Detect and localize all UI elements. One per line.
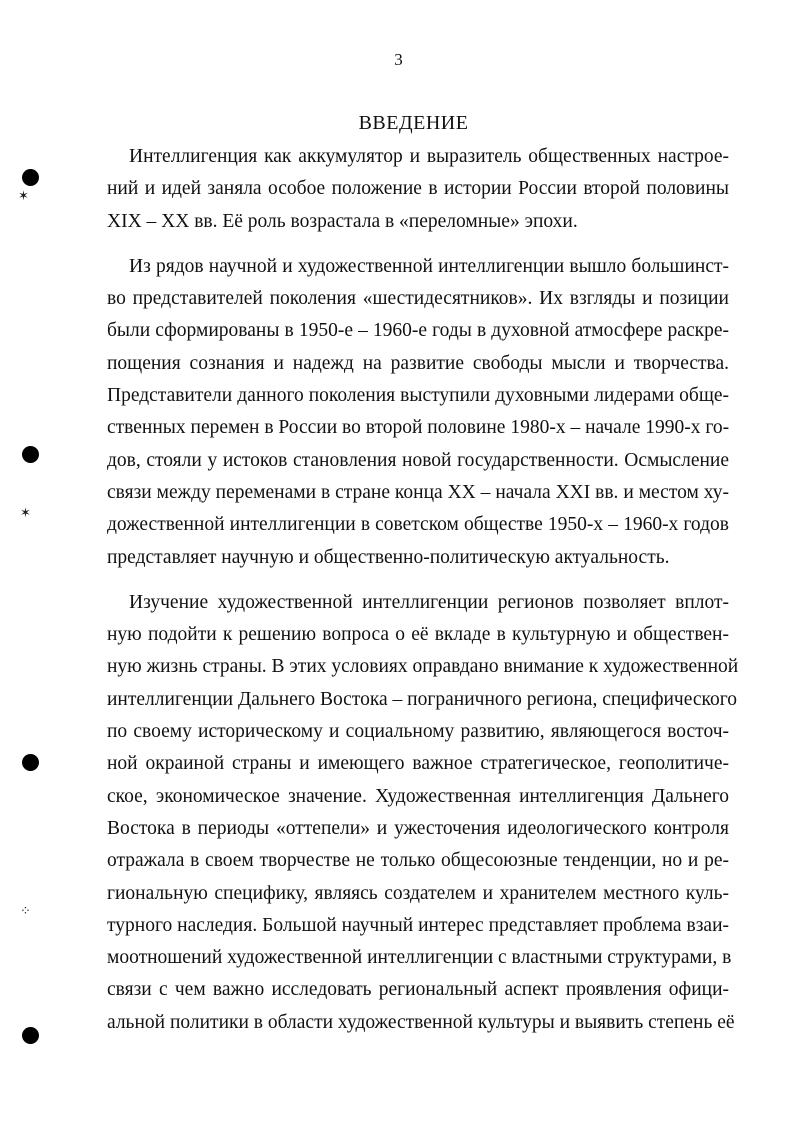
text-line: связи между переменами в стране конца XX – начала XXI вв. и местом ху- xyxy=(107,481,729,503)
binder-hole xyxy=(22,754,39,771)
text-line: моотношений художественной интеллигенции с властными структурами, в xyxy=(107,947,732,969)
text-line: Интеллигенция как аккумулятор и выразитель общественных настрое- xyxy=(129,146,729,167)
binder-hole xyxy=(22,169,39,186)
text-line: были сформированы в 1950-е – 1960-е годы в духовной атмосфере раскре- xyxy=(107,320,729,342)
text-line: по своему историческому и социальному развитию, являющегося восточ- xyxy=(107,721,729,743)
text-line: связи с чем важно исследовать региональный аспект проявления офици- xyxy=(107,979,729,1001)
text-line: интеллигенции Дальнего Востока – пограничного региона, специфического xyxy=(107,688,737,710)
text-line: во представителей поколения «шестидесятников». Их взгляды и позиции xyxy=(107,288,729,310)
paragraph xyxy=(107,141,729,238)
text-line: Изучение художественной интеллигенции регионов позволяет вплот- xyxy=(129,591,729,613)
scan-speck: ✶ xyxy=(18,188,29,203)
scan-speck: ✶ xyxy=(20,505,31,520)
binder-hole xyxy=(22,1027,39,1044)
text-line: гиональную специфику, являясь создателем и хранителем местного куль- xyxy=(107,882,729,904)
text-line: альной политики в области художественной культуры и выявить степень её xyxy=(107,1011,735,1033)
text-line: ную подойти к решению вопроса о её вкладе в культурную и обществен- xyxy=(107,624,729,646)
text-line: ний и идей заняла особое положение в истории России второй половины xyxy=(107,178,729,200)
paragraph-gap xyxy=(107,574,729,587)
text-line: Востока в периоды «оттепели» и ужесточения идеологического контроля xyxy=(107,817,729,839)
text-line: Из рядов научной и художественной интеллигенции вышло большинст- xyxy=(129,255,729,277)
text-line: ную жизнь страны. В этих условиях оправдано внимание к художественной xyxy=(107,656,739,678)
text-line: XIX – XX вв. Её роль возрастала в «переломные» эпохи. xyxy=(107,210,578,232)
text-line: турного наследия. Большой научный интерес представляет проблема взаи- xyxy=(107,914,729,936)
body-text xyxy=(107,141,739,1039)
text-line: пощения сознания и надежд на развитие свободы мысли и творчества. xyxy=(107,352,729,374)
text-line: дов, стояли у истоков становления новой государственности. Осмысление xyxy=(107,449,729,471)
binder-hole xyxy=(22,446,39,463)
text-line: ственных перемен в России во второй половине 1980-х – начале 1990-х го- xyxy=(107,417,730,439)
scan-speck: ⁘ xyxy=(20,903,31,918)
paragraph xyxy=(107,587,739,1039)
section-heading: ВВЕДЕНИЕ xyxy=(358,112,469,134)
text-line: ной окраиной страны и имеющего важное стратегическое, геополитиче- xyxy=(107,753,729,775)
paragraph xyxy=(107,251,729,574)
text-line: представляет научную и общественно-политическую актуальность. xyxy=(107,546,670,568)
text-line: Представители данного поколения выступили духовными лидерами обще- xyxy=(107,385,729,407)
text-line: дожественной интеллигенции в советском обществе 1950-х – 1960-х годов xyxy=(107,514,729,536)
paragraph-gap xyxy=(107,238,729,251)
text-line: отражала в своем творчестве не только общесоюзные тенденции, но и ре- xyxy=(107,850,729,872)
page-number: 3 xyxy=(394,50,403,69)
text-line: ское, экономическое значение. Художественная интеллигенция Дальнего xyxy=(107,785,729,807)
